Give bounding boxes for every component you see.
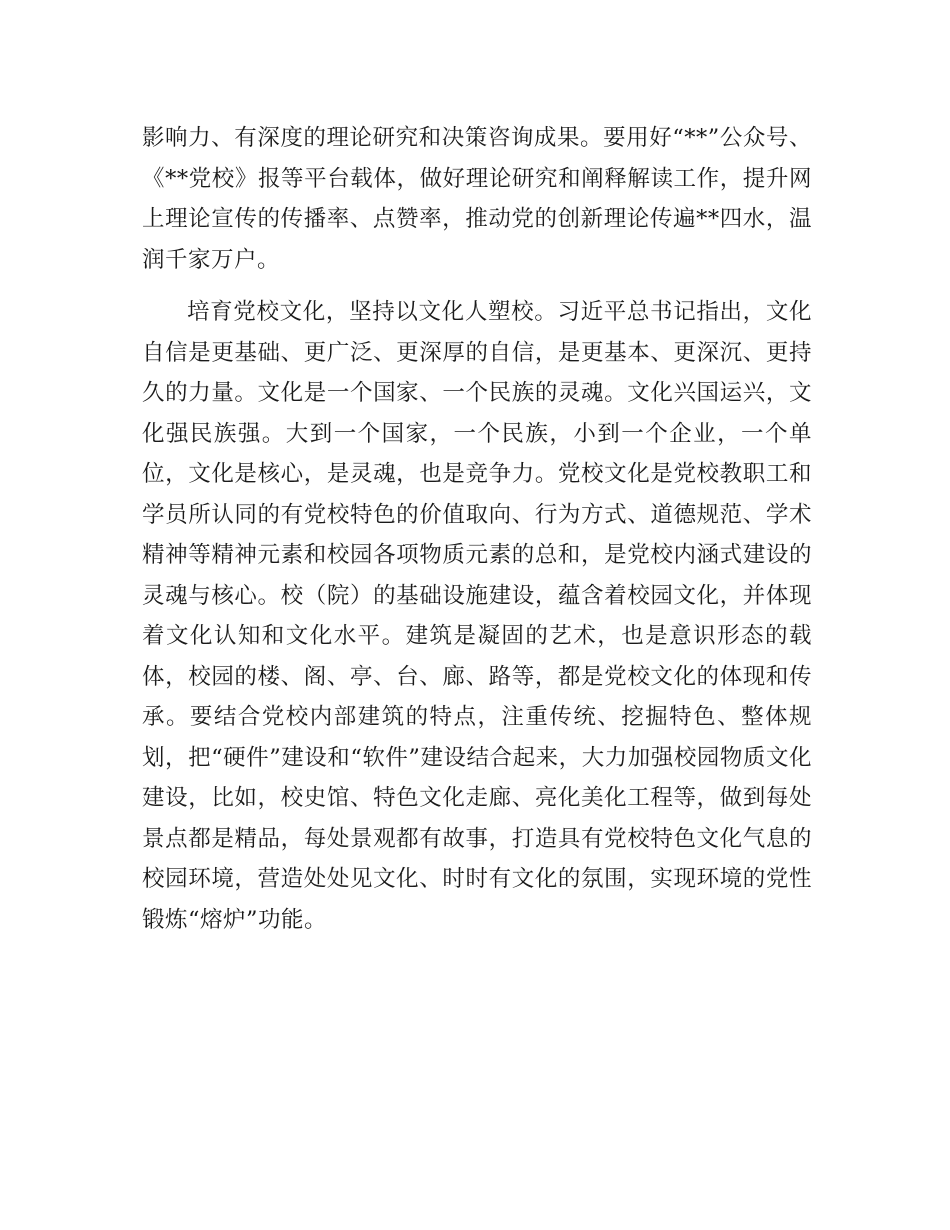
paragraph-continued: 影响力、有深度的理论研究和决策咨询成果。要用好“**”公众号、《**党校》报等平台载体，做好理论研究和阐释解读工作，提升网上理论宣传的传播率、点赞率，推动党的创新理论传遍**四水，温润千家万户。 [142, 125, 812, 273]
paragraph-party-school-culture: 培育党校文化，坚持以文化人塑校。习近平总书记指出，文化自信是更基础、更广泛、更深厚的自信，是更基本、更深沉、更持久的力量。文化是一个国家、一个民族的灵魂。文化兴国运兴，文化强民族强。大到一个国家，一个民族，小到一个企业，一个单位，文化是核心，是灵魂，也是竞争力。党校文化是党校教职工和学员所认同的有党校特色的价值取向、行为方式、道德规范、学术精神等精神元素和校园各项物质元素的总和，是党校内涵式建设的灵魂与核心。校（院）的基础设施建设，蕴含着校园文化，并体现着文化认知和文化水平。建筑是凝固的艺术，也是意识形态的载体，校园的楼、阁、亭、台、廊、路等，都是党校文化的体现和传承。要结合党校内部建筑的特点，注重传统、挖掘特色、整体规划，把“硬件”建设和“软件”建设结合起来，大力加强校园物质文化建设，比如，校史馆、特色文化走廊、亮化美化工程等，做到每处景点都是精品，每处景观都有故事，打造具有党校特色文化气息的校园环境，营造处处见文化、时时有文化的氛围，实现环境的党性锻炼“熔炉”功能。 [142, 299, 812, 933]
document-body [142, 118, 812, 940]
